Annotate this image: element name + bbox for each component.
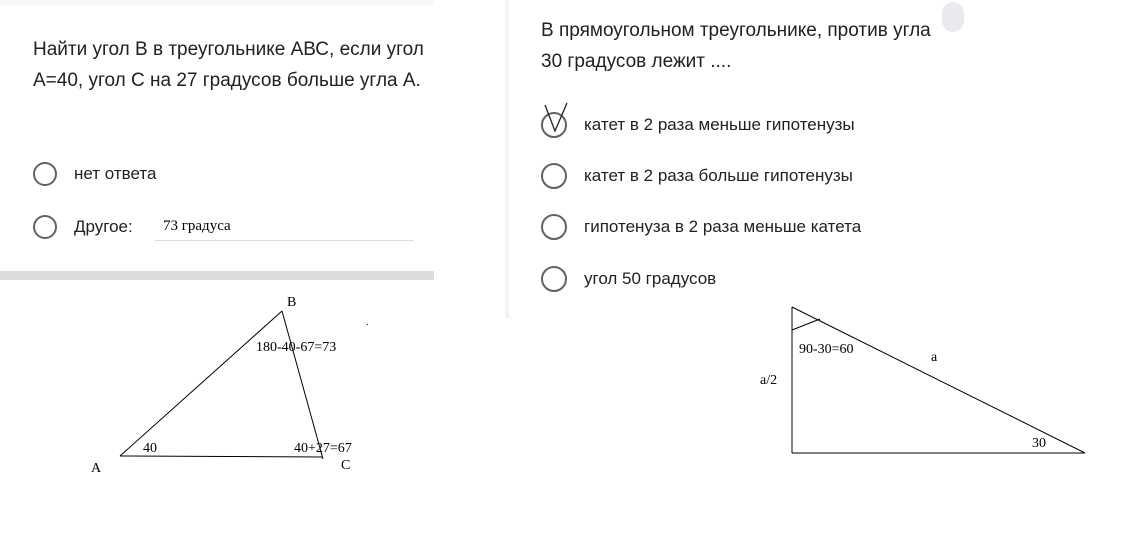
angle-c-label: 40+27=67 <box>294 441 352 456</box>
question-text-right: В прямоугольном треугольнике, против угла 30 градусов лежит .... <box>541 20 931 72</box>
option-label: катет в 2 раза меньше гипотенузы <box>584 115 855 134</box>
leg-label: a/2 <box>760 373 778 388</box>
angle-b-label: 180-40-67=73 <box>256 340 337 355</box>
stray-dot: . <box>366 317 369 328</box>
bottom-angle-label: 30 <box>1032 436 1046 451</box>
vertex-a-label: A <box>91 461 102 476</box>
vertex-b-label: B <box>287 295 297 310</box>
option-label: Другое: <box>74 217 133 236</box>
other-answer-input[interactable]: 73 градуса <box>155 215 414 241</box>
option-label: угол 50 градусов <box>584 269 717 288</box>
question-text-left: Найти угол В в треугольнике АВС, если угол А=40, угол С на 27 градусов больше угла А. <box>33 39 424 91</box>
hypotenuse-label: a <box>931 350 938 365</box>
option-label: катет в 2 раза больше гипотенузы <box>584 166 853 185</box>
option-label: гипотенуза в 2 раза меньше катета <box>584 217 862 236</box>
vertex-c-label: C <box>341 458 351 473</box>
angle-arc-mark <box>792 319 820 330</box>
hypotenuse <box>792 307 1085 453</box>
angle-a-label: 40 <box>143 441 157 456</box>
option-label: нет ответа <box>74 164 157 183</box>
top-angle-label: 90-30=60 <box>799 342 854 357</box>
